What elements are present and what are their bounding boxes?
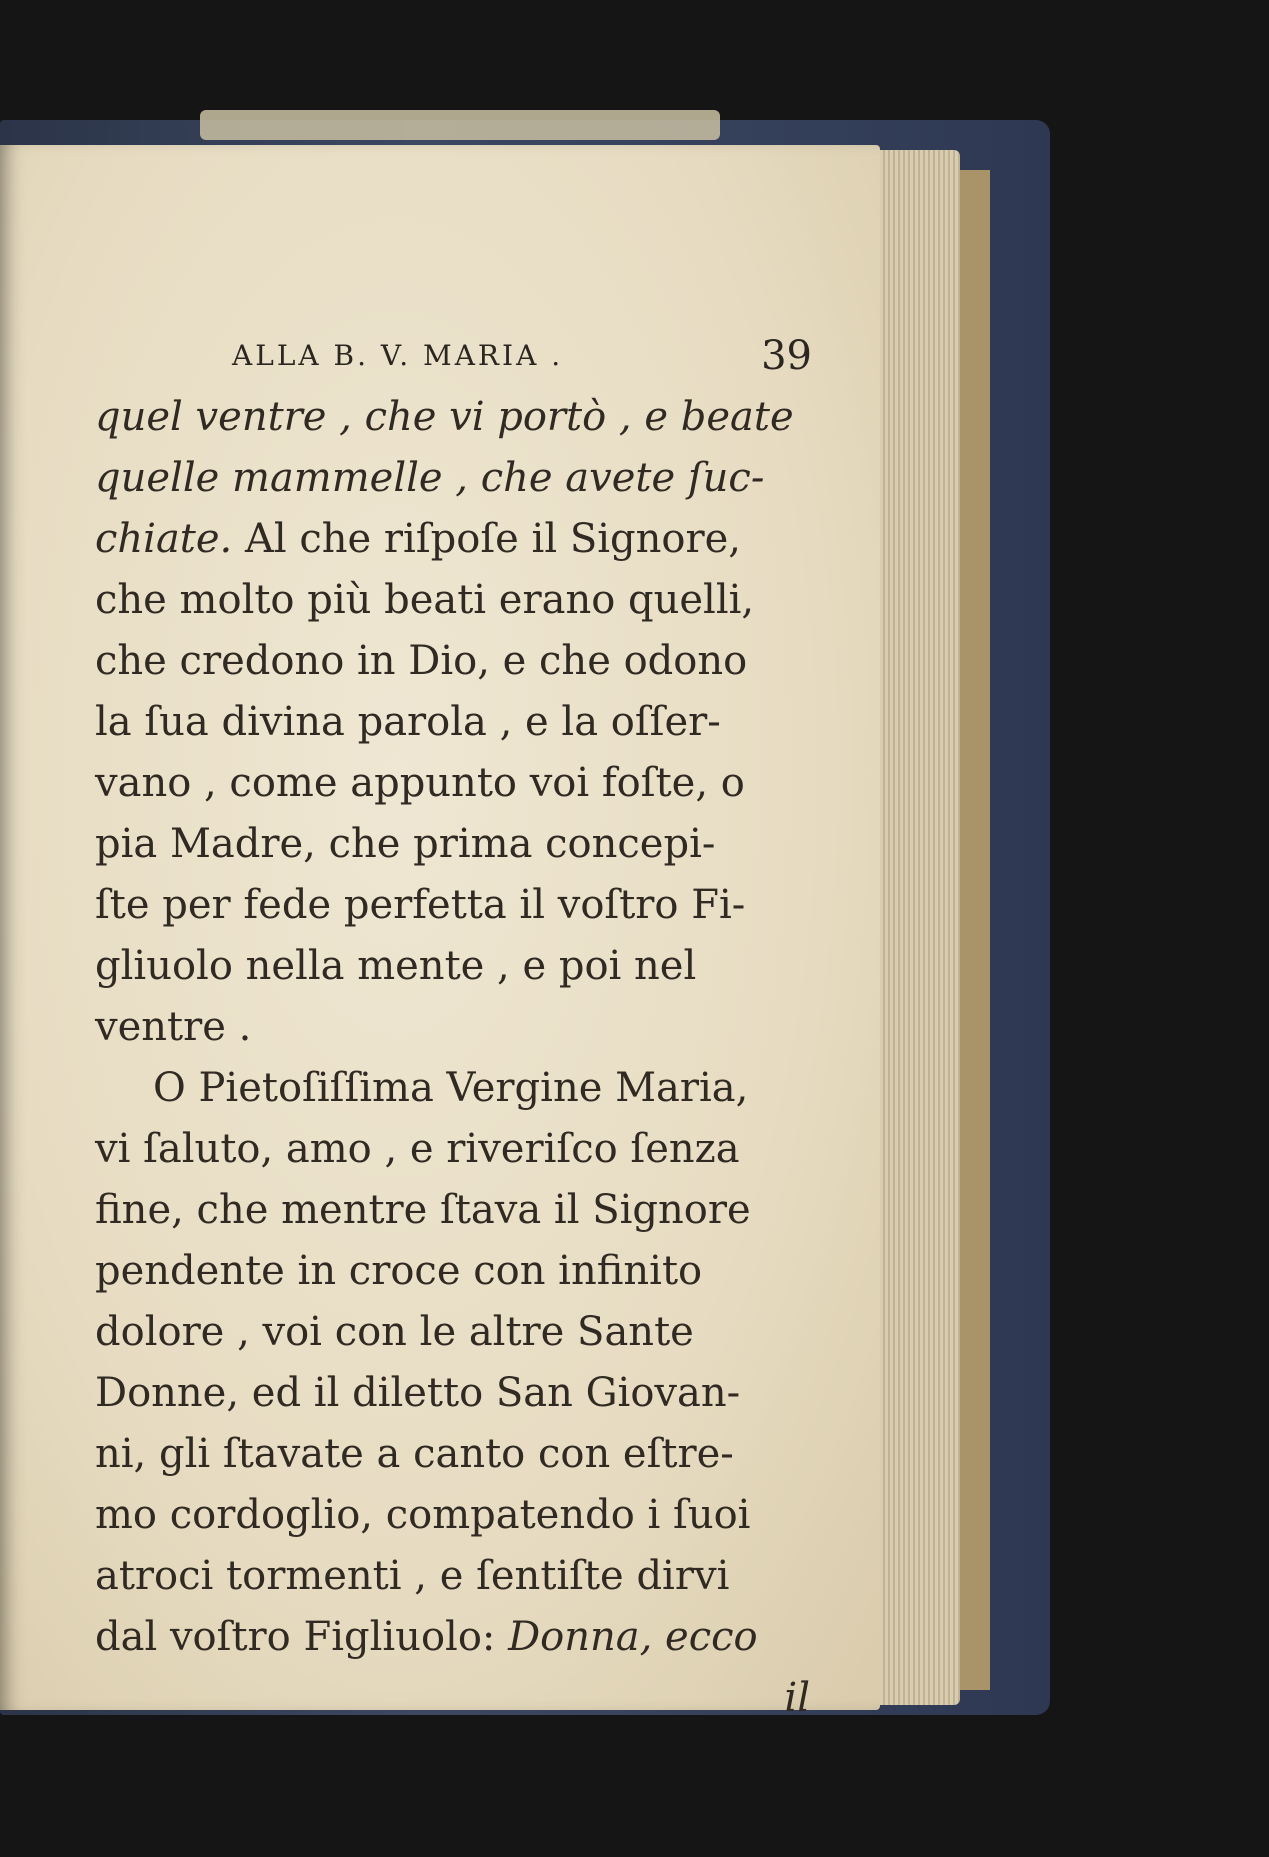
text-line [95, 509, 810, 570]
text-line: pia Madre, che prima concepi- [95, 821, 716, 867]
text-line: gliuolo nella mente , e poi nel [95, 943, 697, 989]
text-line: fine, che mentre ſtava il Signore [95, 1187, 751, 1233]
page-edges [880, 150, 960, 1705]
book [0, 110, 1050, 1730]
catchword: il [784, 1675, 810, 1721]
text-line: ſte per fede perfetta il voſtro Fi- [95, 882, 746, 928]
text-line: quelle mammelle , che avete ſuc- [95, 455, 765, 501]
text-fragment: Al che riſpoſe il Signore, [232, 516, 741, 562]
page-number: 39 [761, 333, 812, 379]
text-line: ni, gli ſtavate a canto con eſtre- [95, 1431, 734, 1477]
torn-page-edge [200, 110, 720, 140]
text-line: atroci tormenti , e ſentiſte dirvi [95, 1553, 730, 1599]
running-head [232, 333, 812, 379]
text-line: mo cordoglio, compatendo i ſuoi [95, 1492, 751, 1538]
text-line: Donne, ed il diletto San Giovan- [95, 1370, 741, 1416]
text-line: quel ventre , che vi portò , e beate [95, 394, 794, 440]
book-page [0, 145, 880, 1721]
text-fragment: Donna, ecco [508, 1614, 758, 1660]
book-spine-edge [960, 170, 990, 1690]
text-fragment: chiate. [95, 516, 233, 562]
text-line: che molto più beati erano quelli, [95, 577, 755, 623]
text-line: che credono in Dio, e che odono [95, 638, 748, 684]
text-line: ventre . [95, 1004, 252, 1050]
text-line: O Pietoſiſſima Vergine Maria, [153, 1065, 749, 1111]
text-line: la ſua divina parola , e la oſſer- [95, 699, 721, 745]
text-line: vi ſaluto, amo , e riveriſco ſenza [95, 1126, 740, 1172]
text-fragment: dal voſtro Figliuolo: [95, 1614, 509, 1660]
page-text [95, 387, 810, 1729]
text-line: vano , come appunto voi foſte, o [95, 760, 745, 806]
running-title: ALLA B. V. MARIA . [232, 339, 564, 372]
text-line: dolore , voi con le altre Sante [95, 1309, 694, 1355]
text-line: pendente in croce con infinito [95, 1248, 703, 1294]
text-line [95, 1607, 810, 1668]
